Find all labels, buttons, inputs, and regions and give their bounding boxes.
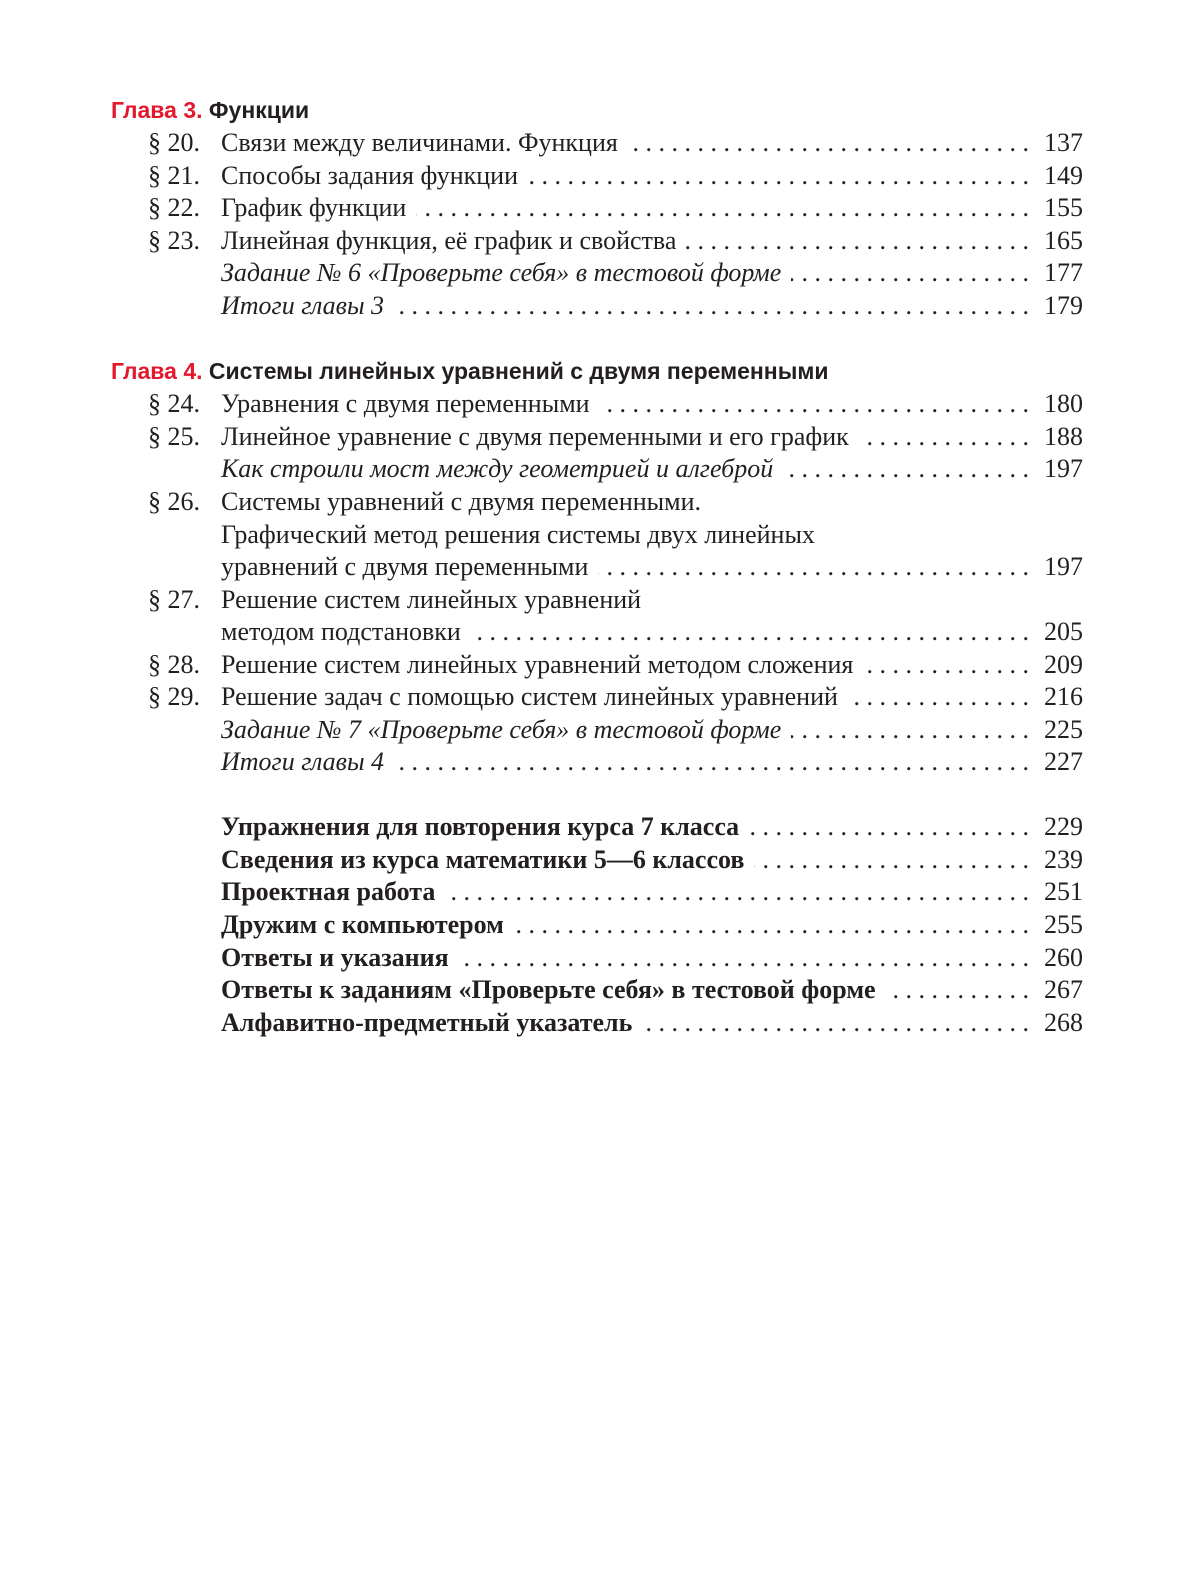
page-number: 197	[1037, 453, 1083, 485]
toc-row-continuation	[0, 519, 1200, 551]
dot-leader	[686, 225, 1029, 257]
page-number: 229	[1037, 811, 1083, 843]
dot-leader	[394, 290, 1029, 322]
dot-leader	[754, 844, 1029, 876]
chapter-3-heading	[111, 94, 309, 126]
toc-row[interactable]	[0, 225, 1200, 257]
entry-title: Линейная функция, её график и свойства	[221, 225, 676, 257]
dot-leader	[471, 616, 1029, 648]
page-number: 268	[1037, 1007, 1083, 1039]
entry-title: Уравнения с двумя переменными	[221, 388, 590, 420]
entry-title: Проектная работа	[221, 876, 435, 908]
toc-row-continuation[interactable]	[0, 551, 1200, 583]
entry-title: Упражнения для повторения курса 7 класса	[221, 811, 739, 843]
toc-row[interactable]	[0, 909, 1200, 941]
entry-title: Как строили мост между геометрией и алгеброй	[221, 453, 773, 485]
page-number: 149	[1037, 160, 1083, 192]
page-number: 267	[1037, 974, 1083, 1006]
toc-row[interactable]	[0, 974, 1200, 1006]
dot-leader	[445, 876, 1029, 908]
section-number: § 20.	[148, 127, 200, 159]
dot-leader	[394, 746, 1029, 778]
dot-leader	[598, 551, 1029, 583]
entry-title: Дружим с компьютером	[221, 909, 504, 941]
entry-title: Решение задач с помощью систем линейных уравнений	[221, 681, 838, 713]
toc-row[interactable]	[0, 486, 1200, 518]
page-number: 251	[1037, 876, 1083, 908]
toc-row[interactable]	[0, 388, 1200, 420]
section-number: § 28.	[148, 649, 200, 681]
entry-title: уравнений с двумя переменными	[221, 551, 588, 583]
chapter-title: Функции	[209, 97, 309, 123]
page-number: 227	[1037, 746, 1083, 778]
toc-row[interactable]	[0, 160, 1200, 192]
dot-leader	[791, 257, 1029, 289]
toc-row[interactable]	[0, 192, 1200, 224]
dot-leader	[791, 714, 1029, 746]
toc-row[interactable]	[0, 290, 1200, 322]
entry-title: Алфавитно-предметный указатель	[221, 1007, 632, 1039]
page-number: 260	[1037, 942, 1083, 974]
entry-title: Связи между величинами. Функция	[221, 127, 618, 159]
dot-leader	[600, 388, 1029, 420]
entry-title: Задание № 7 «Проверьте себя» в тестовой форме	[221, 714, 781, 746]
entry-title: Итоги главы 3	[221, 290, 384, 322]
entry-title: Ответы к заданиям «Проверьте себя» в тестовой форме	[221, 974, 876, 1006]
section-number: § 21.	[148, 160, 200, 192]
toc-row[interactable]	[0, 421, 1200, 453]
page-number: 155	[1037, 192, 1083, 224]
dot-leader	[416, 192, 1029, 224]
page-number: 165	[1037, 225, 1083, 257]
toc-row-continuation[interactable]	[0, 616, 1200, 648]
page-number: 225	[1037, 714, 1083, 746]
section-number: § 23.	[148, 225, 200, 257]
entry-title-line: Графический метод решения системы двух линейных	[221, 519, 815, 551]
dot-leader	[528, 160, 1029, 192]
dot-leader	[514, 909, 1029, 941]
page-number: 209	[1037, 649, 1083, 681]
section-number: § 26.	[148, 486, 200, 518]
entry-title: Итоги главы 4	[221, 746, 384, 778]
page-number: 137	[1037, 127, 1083, 159]
dot-leader	[642, 1007, 1029, 1039]
dot-leader	[628, 127, 1029, 159]
entry-title: методом подстановки	[221, 616, 461, 648]
chapter-number: Глава 4.	[111, 358, 203, 384]
entry-title: Способы задания функции	[221, 160, 518, 192]
dot-leader	[749, 811, 1029, 843]
page-number: 239	[1037, 844, 1083, 876]
dot-leader	[783, 453, 1029, 485]
entry-title: Задание № 6 «Проверьте себя» в тестовой форме	[221, 257, 781, 289]
dot-leader	[848, 681, 1029, 713]
chapter-4-heading	[111, 355, 829, 387]
dot-leader	[459, 942, 1029, 974]
page-number: 255	[1037, 909, 1083, 941]
section-number: § 22.	[148, 192, 200, 224]
page-number: 180	[1037, 388, 1083, 420]
toc-row[interactable]	[0, 453, 1200, 485]
page-number: 188	[1037, 421, 1083, 453]
entry-title: Линейное уравнение с двумя переменными и его график	[221, 421, 849, 453]
toc-row[interactable]	[0, 876, 1200, 908]
page-number: 216	[1037, 681, 1083, 713]
toc-row[interactable]	[0, 649, 1200, 681]
section-number: § 29.	[148, 681, 200, 713]
toc-row[interactable]	[0, 942, 1200, 974]
toc-row[interactable]	[0, 584, 1200, 616]
entry-title-line: Системы уравнений с двумя переменными.	[221, 486, 701, 518]
dot-leader	[886, 974, 1029, 1006]
toc-row[interactable]	[0, 681, 1200, 713]
toc-row[interactable]	[0, 746, 1200, 778]
toc-row[interactable]	[0, 127, 1200, 159]
dot-leader	[863, 649, 1029, 681]
chapter-title: Системы линейных уравнений с двумя переменными	[209, 358, 829, 384]
toc-row[interactable]	[0, 714, 1200, 746]
chapter-number: Глава 3.	[111, 97, 203, 123]
page-number: 205	[1037, 616, 1083, 648]
dot-leader	[859, 421, 1029, 453]
toc-row[interactable]	[0, 811, 1200, 843]
page-number: 179	[1037, 290, 1083, 322]
entry-title: Решение систем линейных уравнений методом сложения	[221, 649, 853, 681]
entry-title-line: Решение систем линейных уравнений	[221, 584, 641, 616]
page-number: 197	[1037, 551, 1083, 583]
section-number: § 24.	[148, 388, 200, 420]
page-number: 177	[1037, 257, 1083, 289]
toc-row[interactable]	[0, 1007, 1200, 1039]
toc-row[interactable]	[0, 257, 1200, 289]
entry-title: Ответы и указания	[221, 942, 449, 974]
toc-row[interactable]	[0, 844, 1200, 876]
section-number: § 25.	[148, 421, 200, 453]
entry-title: График функции	[221, 192, 406, 224]
table-of-contents-page	[0, 0, 1200, 1571]
section-number: § 27.	[148, 584, 200, 616]
entry-title: Сведения из курса математики 5—6 классов	[221, 844, 744, 876]
